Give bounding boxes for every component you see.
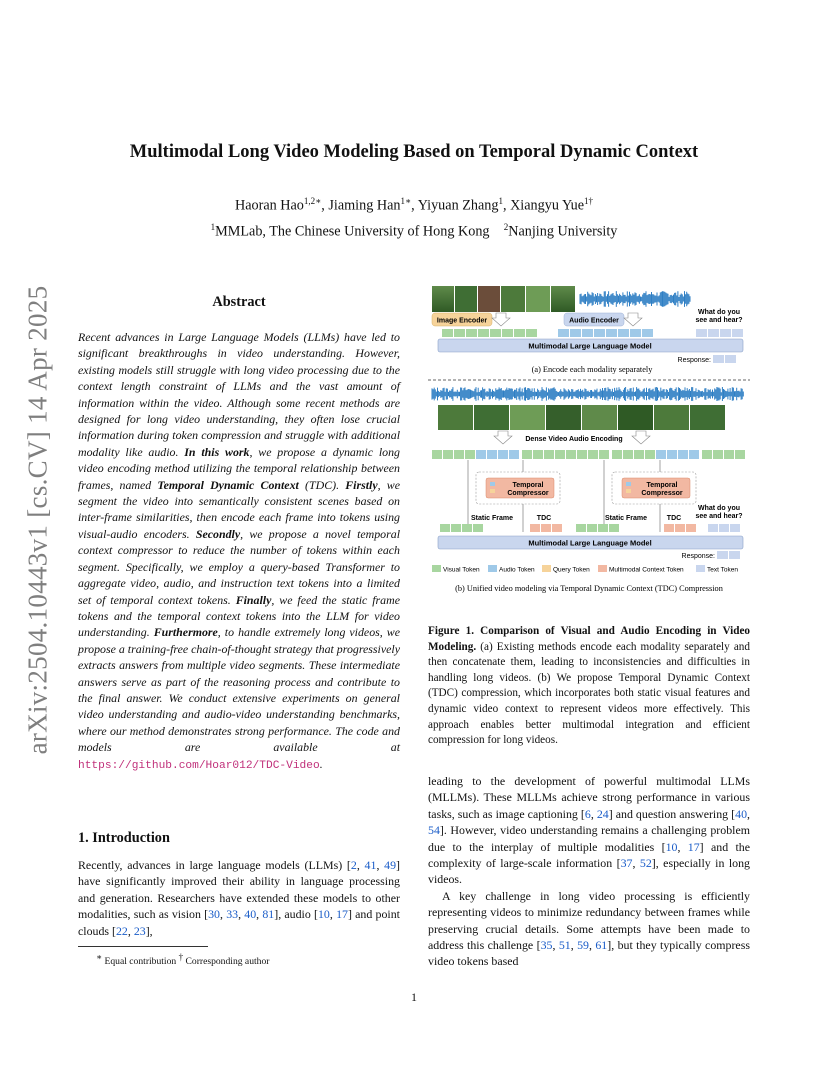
- text-token: [696, 329, 707, 337]
- body-text: ] and question answering [: [608, 806, 736, 821]
- abstract-text: , we feed the static frame tokens and the temporal context tokens into the LLM for video understanding.: [78, 592, 400, 640]
- audio-encoder-box: [564, 313, 624, 326]
- audio-token: [509, 450, 519, 459]
- paper-title: Multimodal Long Video Modeling Based on Temporal Dynamic Context: [129, 142, 699, 162]
- legend-label: Query Token: [553, 566, 590, 574]
- response-token: [713, 355, 724, 363]
- legend-label: Audio Token: [499, 566, 535, 574]
- down-arrow-icon: [494, 431, 512, 444]
- citation-link[interactable]: 81: [262, 907, 275, 922]
- temporal-compressor-left: [476, 472, 560, 504]
- footnote-text: Corresponding author: [183, 956, 270, 968]
- abstract-emphasis: In this work: [184, 444, 250, 459]
- body-text: A key challenge in long video processing is efficiently representing videos to minimize redundancy between frames while preserving crucial details. Some attempts have been made to address this challenge [: [428, 888, 750, 953]
- dense-encoding-label: Dense Video Audio Encoding: [525, 436, 623, 443]
- legend-swatch-query: [542, 565, 551, 572]
- citation-link[interactable]: 33: [226, 907, 239, 922]
- down-arrow-icon: [632, 431, 650, 444]
- body-text: ,: [590, 806, 597, 821]
- video-frames-a: [432, 286, 575, 312]
- visual-token: [502, 329, 513, 337]
- audio-token: [498, 450, 508, 459]
- page-number: 1: [411, 990, 417, 1004]
- visual-token: [432, 450, 442, 459]
- visual-token: [566, 450, 576, 459]
- citation-link[interactable]: 40: [735, 806, 748, 821]
- audio-token: [570, 329, 581, 337]
- author-name: Haoran Hao: [234, 197, 304, 214]
- legend-label: Multimodal Context Token: [609, 566, 684, 574]
- abstract-emphasis: Temporal Dynamic Context: [157, 477, 299, 492]
- body-text: ,: [632, 856, 640, 871]
- body-text: ,: [588, 938, 596, 953]
- audio-waveform-b: [432, 387, 743, 401]
- text-token: [719, 524, 729, 532]
- visual-token: [526, 329, 537, 337]
- down-arrow-icon: [492, 313, 510, 326]
- citation-link[interactable]: 61: [595, 938, 608, 953]
- legend-swatch-audio: [488, 565, 497, 572]
- mllm-label: Multimodal Large Language Model: [528, 341, 652, 351]
- visual-token: [612, 450, 622, 459]
- section-heading-introduction: 1. Introduction: [78, 830, 170, 846]
- audio-token: [606, 329, 617, 337]
- citation-link[interactable]: 24: [596, 806, 609, 821]
- arxiv-sidebar-stamp: [12, 250, 64, 790]
- context-token: [675, 524, 685, 532]
- temporal-compressor-label: Temporal Compressor: [507, 482, 549, 497]
- body-text: ,: [747, 806, 750, 821]
- author-name: Xiangyu Yue: [510, 197, 585, 214]
- temporal-compressor-label: Temporal Compressor: [641, 482, 683, 497]
- author-mark: 1,2∗: [303, 196, 322, 206]
- audio-token: [656, 450, 666, 459]
- citation-link[interactable]: 17: [336, 907, 348, 922]
- response-token: [717, 551, 728, 559]
- body-text: ], but they typically compress video tokens based: [428, 938, 750, 969]
- body-text: ,: [356, 858, 365, 872]
- citation-link[interactable]: 35: [540, 938, 553, 953]
- citation-link[interactable]: 22: [115, 923, 128, 938]
- visual-token: [634, 450, 644, 459]
- mllm-bar-b: [438, 536, 743, 549]
- visual-token: [514, 329, 525, 337]
- body-text: Recently, advances in large language models (LLMs) [: [78, 858, 351, 872]
- affil-name: MMLab, The Chinese University of Hong Kong: [215, 223, 490, 240]
- legend-swatch-context: [598, 565, 607, 572]
- response-label: Response:: [681, 553, 715, 560]
- citation-link[interactable]: 10: [665, 839, 678, 854]
- body-text: ]. However, video understanding remains a challenging problem due to the interplay of multiple modalities [: [428, 823, 750, 854]
- audio-token: [487, 450, 497, 459]
- visual-token: [442, 329, 453, 337]
- body-text: ,: [220, 907, 227, 922]
- citation-link[interactable]: 52: [639, 856, 652, 871]
- abstract-emphasis: Furthermore: [153, 625, 218, 640]
- abstract-text: , we segment the video into semantically consistent scenes based on inter-frame similarities, then encode each frame into tokens using visual-audio encoders.: [78, 477, 400, 541]
- abstract-heading: Abstract: [212, 294, 266, 310]
- footnote-mark: ∗: [96, 952, 103, 962]
- citation-link[interactable]: 10: [317, 907, 330, 922]
- question-text: What do you see and hear?: [695, 505, 743, 520]
- citation-link[interactable]: 59: [577, 938, 589, 953]
- abstract-emphasis: Finally: [235, 592, 272, 607]
- caption-text: (a) Existing methods encode each modality separately and then concatenate them, leading to inconsistencies and difficulties in handling long videos. (b) We propose Temporal Dynamic Context (TDC) compression, which incorporates both static visual features and dynamic video context to represent videos more effectively. This approach enables better multimodal integration and efficient compression for long videos.: [428, 640, 750, 747]
- footnote-mark: †: [178, 952, 184, 962]
- token-row-b-bottom: [440, 524, 740, 532]
- body-text: ,: [127, 923, 134, 938]
- visual-token: [451, 524, 461, 532]
- visual-token: [577, 450, 587, 459]
- audio-token: [667, 450, 677, 459]
- context-token: [552, 524, 562, 532]
- question-bubble: [692, 304, 746, 328]
- audio-token: [689, 450, 699, 459]
- body-text: ,: [238, 907, 245, 922]
- response-token: [729, 551, 740, 559]
- visual-token: [533, 450, 543, 459]
- context-token: [686, 524, 696, 532]
- panel-a-caption: (a) Encode each modality separately: [531, 365, 653, 374]
- visual-token: [702, 450, 712, 459]
- abstract-emphasis: Secondly: [195, 526, 241, 541]
- citation-link[interactable]: 54: [428, 823, 440, 838]
- author-mark: 1: [498, 196, 503, 206]
- visual-token: [443, 450, 453, 459]
- author-mark: 1∗: [400, 196, 412, 206]
- visual-token: [735, 450, 745, 459]
- body-text: ], especially in long videos.: [428, 856, 750, 887]
- intro-paragraph: [78, 857, 400, 939]
- visual-token: [454, 450, 464, 459]
- visual-token: [623, 450, 633, 459]
- figure-1-diagram: [428, 282, 750, 598]
- caption-label: Figure 1.: [428, 625, 475, 637]
- body-text: ] and point clouds [: [78, 907, 400, 938]
- text-token: [732, 329, 743, 337]
- citation-link[interactable]: 51: [558, 938, 571, 953]
- legend-label: Visual Token: [443, 566, 480, 574]
- temporal-compressor-right: [612, 472, 696, 504]
- video-frames-b: [438, 405, 725, 430]
- audio-token: [476, 450, 486, 459]
- text-token: [708, 524, 718, 532]
- abstract-text: .: [319, 756, 323, 771]
- visual-token: [522, 450, 532, 459]
- audio-token: [630, 329, 641, 337]
- right-column-body: [428, 773, 750, 970]
- tdc-label-left: TDC: [536, 515, 552, 522]
- affil-mark: 1: [210, 222, 216, 232]
- context-token: [530, 524, 540, 532]
- response-token: [725, 355, 736, 363]
- abstract-body: [78, 329, 400, 774]
- context-token: [664, 524, 674, 532]
- text-token: [730, 524, 740, 532]
- audio-waveform-a: [580, 291, 690, 307]
- text-token: [720, 329, 731, 337]
- abstract-text: Recent advances in Large Language Models (LLMs) have led to significant breakthroughs in video understanding. However, existing models still struggle with long video processing due to the context length constraint of LLMs and the vast amount of information within the video. Although some recent methods are designed for long video understanding, they often lose crucial information during token compression and struggle with additional modality like audio.: [78, 330, 400, 459]
- query-token: [490, 489, 495, 493]
- abstract-text: (TDC).: [298, 477, 346, 492]
- caption-title: Comparison of Visual and Audio Encoding in Video Modeling.: [428, 625, 751, 653]
- citation-link[interactable]: 2: [350, 858, 357, 872]
- legend-swatch-text: [696, 565, 705, 572]
- visual-token: [587, 524, 597, 532]
- footnote-rule: [78, 946, 208, 947]
- code-link[interactable]: https://github.com/Hoar012/TDC-Video: [78, 759, 320, 772]
- visual-token: [473, 524, 483, 532]
- footnote: [96, 952, 269, 967]
- text-token: [708, 329, 719, 337]
- body-text: ,: [329, 907, 337, 922]
- question-bubble: [695, 505, 742, 520]
- citation-link[interactable]: 17: [687, 839, 700, 854]
- visual-token: [609, 524, 619, 532]
- down-arrow-icon: [624, 313, 642, 326]
- question-text: What do you see and hear?: [695, 309, 743, 324]
- visual-token: [440, 524, 450, 532]
- audio-token: [626, 482, 631, 486]
- audio-token: [582, 329, 593, 337]
- author-name: Yiyuan Zhang: [417, 197, 499, 214]
- visual-token: [478, 329, 489, 337]
- audio-token: [642, 329, 653, 337]
- affil-mark: 2: [503, 222, 509, 232]
- abstract-text: , we propose a dynamic long video encoding method utilizing the temporal relationship between frames, named: [78, 444, 401, 492]
- visual-token: [462, 524, 472, 532]
- citation-link[interactable]: 41: [364, 858, 377, 872]
- legend-swatch-visual: [432, 565, 441, 572]
- token-row-b: [432, 450, 745, 459]
- body-text: ,: [256, 907, 263, 922]
- citation-link[interactable]: 40: [244, 907, 257, 922]
- affiliations: [0, 222, 828, 241]
- body-text: ], audio [: [274, 907, 318, 922]
- abstract-text: , we propose a novel temporal context compressor to reduce the number of tokens within each segment. Specifically, we employ a query-based Transformer to aggregate video, audio, and instruction text tokens into a limited set of temporal context tokens.: [78, 526, 401, 607]
- visual-token: [454, 329, 465, 337]
- body-text: ] and the complexity of large-scale information [: [428, 839, 750, 871]
- legend-label: Text Token: [707, 566, 738, 574]
- citation-link[interactable]: 23: [133, 923, 146, 938]
- audio-token: [678, 450, 688, 459]
- audio-token: [558, 329, 569, 337]
- body-text: ,: [570, 938, 578, 953]
- static-frame-label-right: Static Frame: [604, 515, 648, 522]
- audio-token: [618, 329, 629, 337]
- mllm-label: Multimodal Large Language Model: [528, 538, 652, 548]
- affil-name: Nanjing University: [508, 223, 618, 240]
- author-mark: 1†: [584, 196, 594, 206]
- body-text: ] have significantly improved their ability in language processing and generation. Researchers have extended these models to other modalities, such as vision [: [78, 858, 401, 922]
- mllm-bar-a: [438, 339, 743, 352]
- audio-token: [490, 482, 495, 486]
- visual-token: [599, 450, 609, 459]
- body-text: leading to the development of powerful multimodal LLMs (MLLMs). These MLLMs achieve strong performance in various tasks, such as image captioning [: [428, 774, 750, 821]
- token-row-a: [442, 329, 743, 337]
- author-list: Haoran Hao$^{1,2∗}$, Jiaming Han$^{1∗}$, Yiyuan Zhang$^1$, Xiangyu Yue$^{1\dagger}$: [234, 196, 594, 214]
- query-token: [626, 489, 631, 493]
- body-text: ,: [677, 839, 688, 854]
- visual-token: [576, 524, 586, 532]
- visual-token: [544, 450, 554, 459]
- visual-token: [598, 524, 608, 532]
- abstract-emphasis: Firstly: [345, 477, 378, 492]
- body-text: ,: [376, 858, 385, 872]
- visual-token: [724, 450, 734, 459]
- static-frame-label-left: Static Frame: [470, 515, 514, 522]
- figure-1-caption: [428, 624, 750, 749]
- visual-token: [555, 450, 565, 459]
- visual-token: [466, 329, 477, 337]
- body-text: ,: [552, 938, 559, 953]
- citation-link[interactable]: 6: [584, 806, 591, 821]
- visual-token: [645, 450, 655, 459]
- body-paragraph: [428, 773, 750, 888]
- audio-token: [594, 329, 605, 337]
- arxiv-id: arXiv:2504.10443v1 [cs.CV] 14 Apr 2025: [22, 285, 53, 755]
- context-token: [541, 524, 551, 532]
- author-name: Jiaming Han: [328, 197, 401, 214]
- visual-token: [713, 450, 723, 459]
- legend: [432, 565, 738, 574]
- audio-encoder-label: Audio Encoder: [569, 317, 619, 325]
- image-encoder-label: Image Encoder: [436, 317, 488, 325]
- response-label: Response:: [677, 357, 711, 364]
- body-paragraph: [428, 888, 750, 970]
- footnote-text: Equal contribution: [102, 956, 179, 968]
- visual-token: [588, 450, 598, 459]
- abstract-text: , to handle extremely long videos, we propose a training-free chain-of-thought strategy that progressively extracts answers from multiple video segments. These intermediate answers serve as part of the reasoning process and contribute to the final answer. We conduct extensive experiments on general video understanding and audio-video understanding benchmarks, where our method demonstrates strong performance. The code and models are available at: [78, 625, 400, 755]
- body-text: ],: [145, 923, 153, 938]
- visual-token: [490, 329, 501, 337]
- image-encoder-box: [432, 313, 492, 326]
- visual-token: [465, 450, 475, 459]
- citation-link[interactable]: 37: [620, 856, 633, 871]
- panel-b-caption: (b) Unified video modeling via Temporal Dynamic Context (TDC) Compression: [455, 584, 723, 593]
- tdc-label-right: TDC: [666, 515, 682, 522]
- citation-link[interactable]: 30: [208, 907, 220, 922]
- citation-link[interactable]: 49: [384, 858, 397, 872]
